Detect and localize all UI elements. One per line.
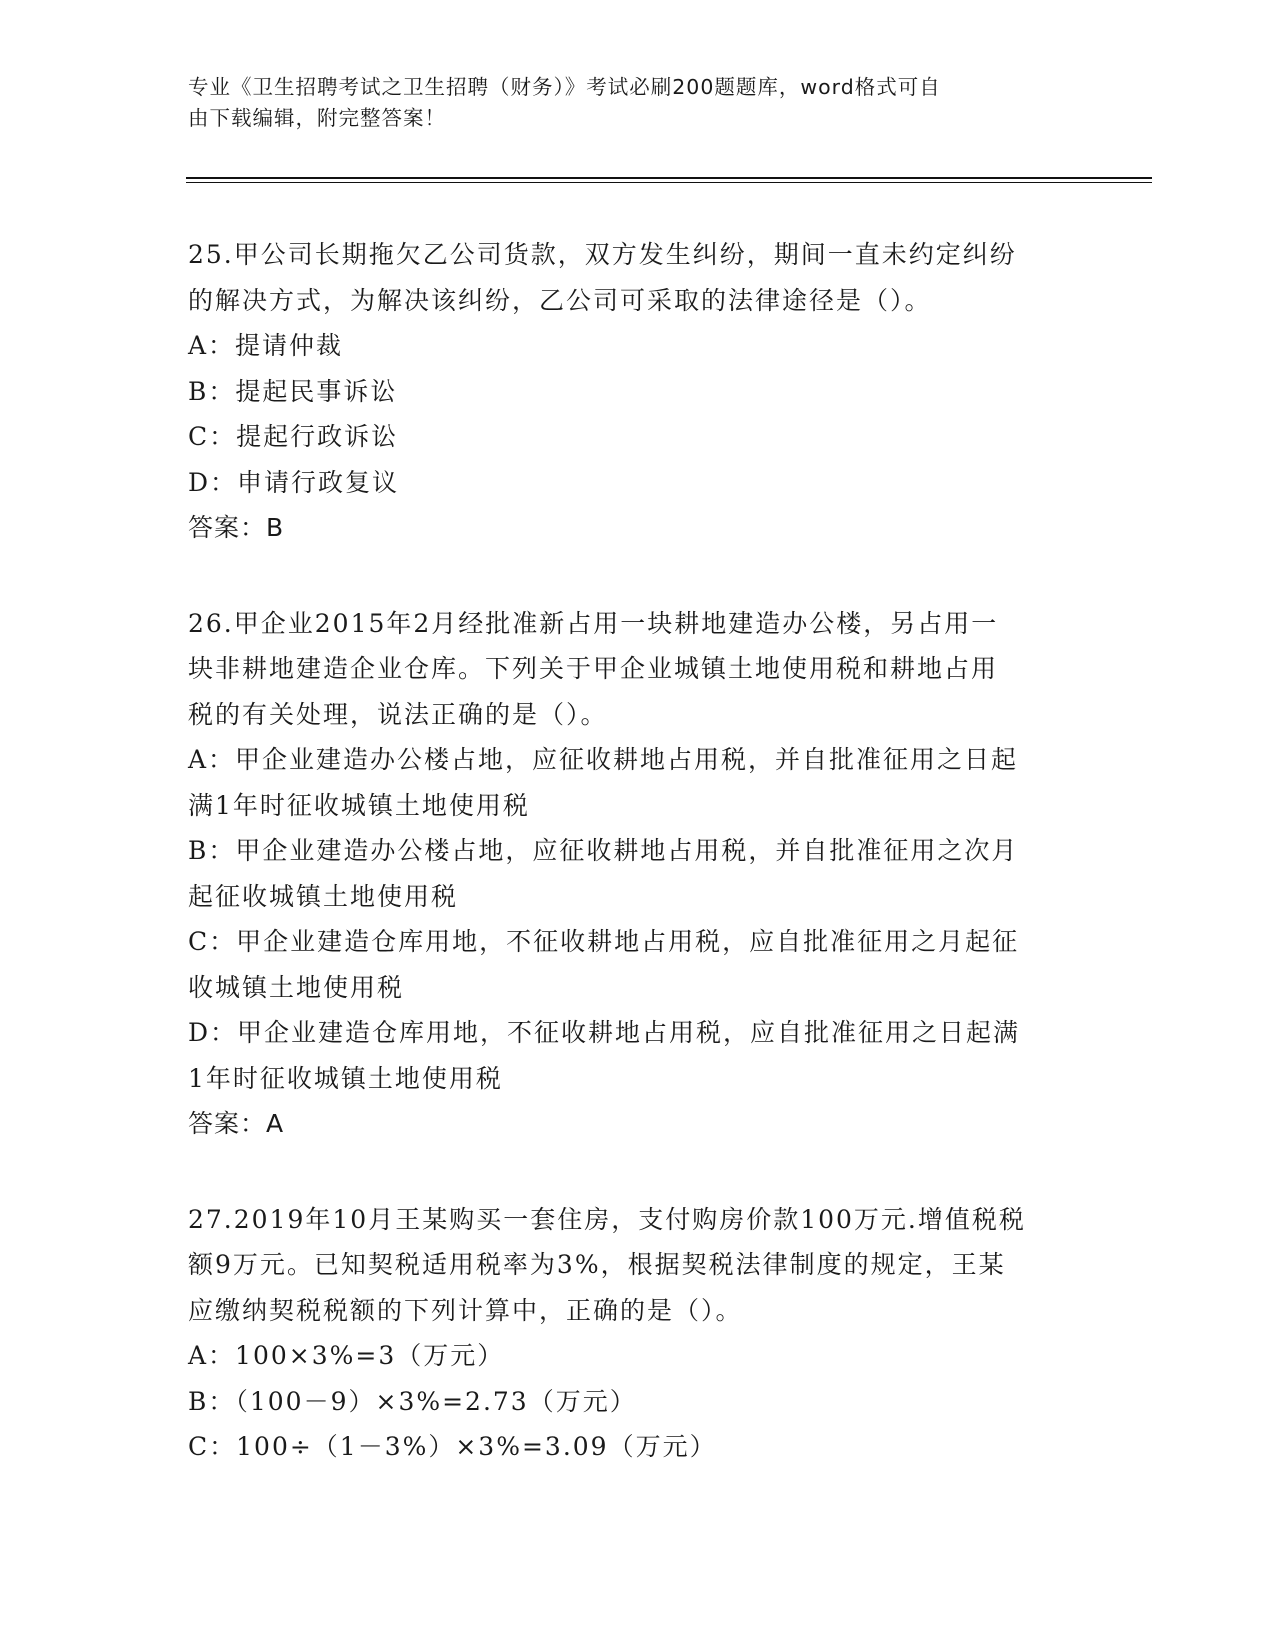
option-c-continued: 收城镇土地使用税 bbox=[188, 972, 405, 1002]
question-text-line: 应缴纳契税税额的下列计算中，正确的是（）。 bbox=[188, 1295, 743, 1325]
option-c: C：提起行政诉讼 bbox=[188, 422, 399, 451]
option-b: B：甲企业建造办公楼占地，应征收耕地占用税，并自批准征用之次月 bbox=[188, 836, 1019, 865]
question-list bbox=[188, 232, 1088, 1520]
question-25 bbox=[188, 232, 1088, 551]
option-b-continued: 起征收城镇土地使用税 bbox=[188, 881, 459, 911]
page-header bbox=[188, 72, 1088, 134]
option-d: D：申请行政复议 bbox=[188, 467, 400, 497]
option-c: C：100÷（1－3%）×3%=3.09（万元） bbox=[188, 1432, 717, 1461]
question-26 bbox=[188, 601, 1088, 1147]
question-text-line: 税的有关处理，说法正确的是（）。 bbox=[188, 699, 608, 729]
header-divider-thin bbox=[186, 182, 1152, 183]
question-text-line: 27.2019年10月王某购买一套住房，支付购房价款100万元.增值税税 bbox=[188, 1204, 1026, 1234]
option-d: D：甲企业建造仓库用地，不征收耕地占用税，应自批准征用之日起满 bbox=[188, 1018, 1021, 1047]
option-a-continued: 满1年时征收城镇土地使用税 bbox=[188, 790, 530, 820]
header-line-2: 由下载编辑，附完整答案！ bbox=[188, 106, 446, 130]
answer-label: 答案：A bbox=[188, 1109, 285, 1138]
option-a: A：提请仲裁 bbox=[188, 331, 344, 360]
option-b: B：（100－9）×3%=2.73（万元） bbox=[188, 1386, 637, 1416]
option-b: B：提起民事诉讼 bbox=[188, 376, 398, 406]
question-text-line: 额9万元。已知契税适用税率为3%，根据契税法律制度的规定，王某 bbox=[188, 1250, 1006, 1279]
header-line-1: 专业《卫生招聘考试之卫生招聘（财务）》考试必刷200题题库，word格式可自 bbox=[188, 75, 941, 99]
question-text-line: 块非耕地建造企业仓库。下列关于甲企业城镇土地使用税和耕地占用 bbox=[188, 654, 999, 683]
option-a: A：甲企业建造办公楼占地，应征收耕地占用税，并自批准征用之日起 bbox=[188, 745, 1019, 774]
option-d-continued: 1年时征收城镇土地使用税 bbox=[188, 1063, 503, 1093]
question-text-line: 25.甲公司长期拖欠乙公司货款，双方发生纠纷，期间一直未约定纠纷 bbox=[188, 240, 1017, 269]
header-divider-thick bbox=[186, 177, 1152, 179]
option-c: C：甲企业建造仓库用地，不征收耕地占用税，应自批准征用之月起征 bbox=[188, 927, 1020, 956]
question-text-line: 的解决方式，为解决该纠纷，乙公司可采取的法律途径是（）。 bbox=[188, 285, 932, 315]
answer-label: 答案：B bbox=[188, 513, 285, 542]
question-text-line: 26.甲企业2015年2月经批准新占用一块耕地建造办公楼，另占用一 bbox=[188, 608, 999, 638]
option-a: A：100×3%=3（万元） bbox=[188, 1341, 505, 1370]
question-27 bbox=[188, 1197, 1088, 1470]
